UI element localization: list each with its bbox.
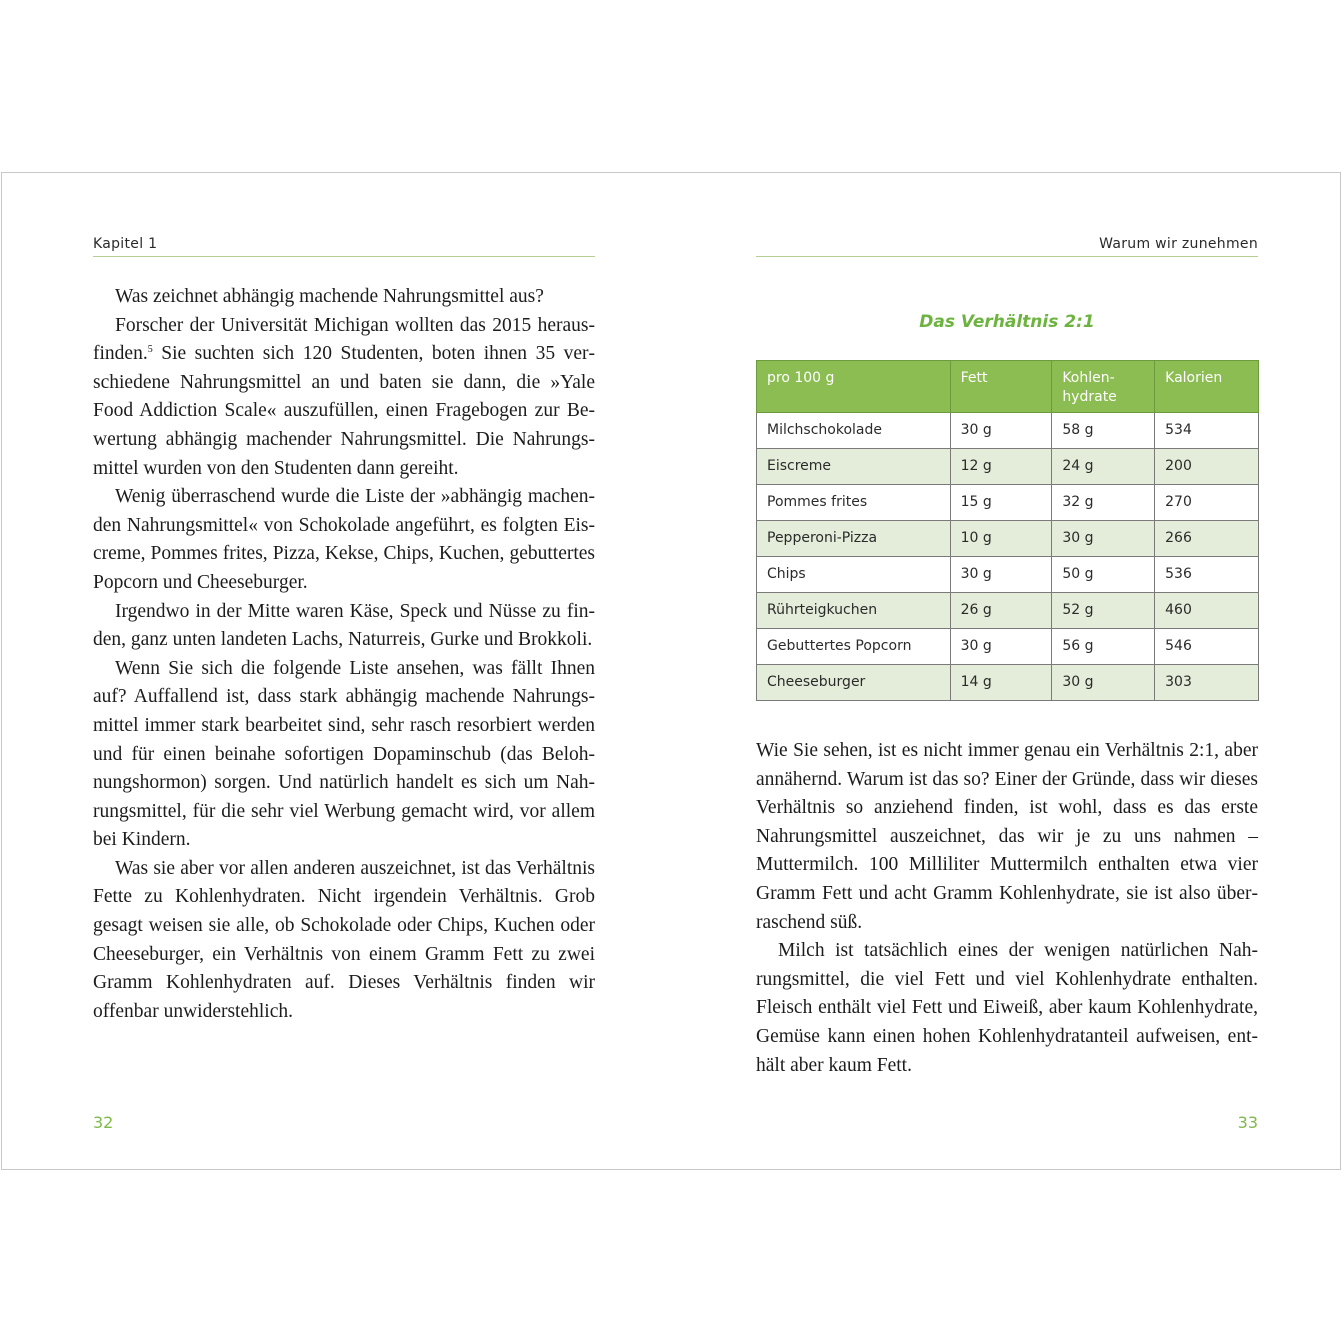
paragraph: Irgendwo in der Mitte waren Käse, Speck und Nüsse zu finden, ganz unten landeten Lachs, Naturreis, Gurke und Brokkoli. [93, 600, 595, 651]
food-cell: Pepperoni-Pizza [757, 521, 951, 557]
paragraph: Wie Sie sehen, ist es nicht immer genau ein Verhältnis 2:1, aber annähernd. Warum ist das so? Einer der Gründe, dass wir dieses Verhältnis so anziehend finden, ist wohl, dass es das erste Nahrungsmittel auszeichnet, das wir je zu uns nahmen – Muttermilch. 100 Milliliter Muttermilch enthalten etwa vier Gramm Fett und acht Gramm Kohlenhydrate, sie ist also überraschend süß. [756, 740, 1258, 933]
table-title: Das Verhältnis 2:1 [919, 312, 1095, 332]
calories-cell: 546 [1155, 629, 1259, 665]
paragraph: Was zeichnet abhängig machende Nahrungsmittel aus? [115, 286, 544, 307]
calories-cell: 460 [1155, 593, 1259, 629]
carbs-cell: 24 g [1052, 449, 1155, 485]
running-head-right: Warum wir zunehmen [756, 234, 1258, 257]
calories-cell: 534 [1155, 413, 1259, 449]
carbs-cell: 30 g [1052, 665, 1155, 701]
food-cell: Gebuttertes Popcorn [757, 629, 951, 665]
column-header-food [757, 361, 951, 413]
food-cell: Pommes frites [757, 485, 951, 521]
column-header-carbs [1052, 361, 1155, 413]
left-body-text [93, 283, 595, 1026]
food-cell: Eiscreme [757, 449, 951, 485]
paragraph-text: Sie suchten sich 120 Studenten, boten ihnen 35 verschiedene Nahrungsmittel an und baten sie dann, die »Yale Food Addiction Scale« auszufüllen, einen Fragebogen zur Bewertung abhängig machender Nahrungsmittel. Die Nahrungsmittel wurden von den Studenten dann gereiht. [93, 343, 595, 479]
fat-cell: 15 g [950, 485, 1052, 521]
calories-cell: 303 [1155, 665, 1259, 701]
carbs-cell: 56 g [1052, 629, 1155, 665]
header-label: pro 100 g [767, 370, 835, 386]
header-label: Kohlen- [1062, 370, 1115, 386]
food-cell: Milchschokolade [757, 413, 951, 449]
table-row [757, 665, 1259, 701]
header-label: Fett [960, 370, 988, 386]
fat-cell: 30 g [950, 413, 1052, 449]
carbs-cell: 58 g [1052, 413, 1155, 449]
table-row [757, 449, 1259, 485]
fat-cell: 12 g [950, 449, 1052, 485]
footnote-marker[interactable]: 5 [147, 344, 153, 356]
table-row [757, 521, 1259, 557]
carbs-cell: 50 g [1052, 557, 1155, 593]
paragraph: Wenig überraschend wurde die Liste der »abhängig machenden Nahrungsmittel« von Schokolade angeführt, es folgten Eiscreme, Pommes frites, Pizza, Kekse, Chips, Kuchen, gebuttertes Popcorn und Cheeseburger. [93, 486, 595, 593]
fat-cell: 26 g [950, 593, 1052, 629]
calories-cell: 266 [1155, 521, 1259, 557]
column-header-fat [950, 361, 1052, 413]
paragraph-text: Forscher der Universität Michigan wollten das 2015 herausfinden. [93, 314, 595, 365]
paragraph: Milch ist tatsächlich eines der wenigen natürlichen Nahrungsmittel, die viel Fett und viel Kohlenhydrate enthalten. Fleisch enthält viel Fett und Eiweiß, aber kaum Kohlenhydrate, Gemüse kann einen hohen Kohlenhydratanteil aufweisen, enthält aber kaum Fett. [756, 940, 1258, 1076]
table-row [757, 593, 1259, 629]
carbs-cell: 32 g [1052, 485, 1155, 521]
table-header-row [757, 361, 1259, 413]
fat-cell: 14 g [950, 665, 1052, 701]
table-row [757, 557, 1259, 593]
fat-cell: 30 g [950, 629, 1052, 665]
carbs-cell: 30 g [1052, 521, 1155, 557]
calories-cell: 200 [1155, 449, 1259, 485]
nutrition-ratio-table [756, 360, 1259, 701]
table-row [757, 413, 1259, 449]
food-cell: Rührteigkuchen [757, 593, 951, 629]
food-cell: Cheeseburger [757, 665, 951, 701]
page-number-right: 33 [1237, 1113, 1258, 1132]
food-cell: Chips [757, 557, 951, 593]
right-body-text [756, 737, 1258, 1080]
paragraph: Was sie aber vor allen anderen auszeichnet, ist das Verhältnis Fette zu Kohlenhydraten. Nicht irgendein Verhältnis. Grob gesagt weisen sie alle, ob Schokolade oder Chips, Kuchen oder Cheeseburger, ein Verhältnis von einem Gramm Fett zu zwei Gramm Kohlenhydraten auf. Dieses Verhältnis finden wir offenbar unwiderstehlich. [93, 857, 595, 1022]
table-row [757, 629, 1259, 665]
running-head-left: Kapitel 1 [93, 234, 595, 257]
page-number-left: 32 [93, 1113, 114, 1132]
table-row [757, 485, 1259, 521]
carbs-cell: 52 g [1052, 593, 1155, 629]
right-page [756, 173, 1258, 1169]
column-header-calories [1155, 361, 1259, 413]
left-page [93, 173, 595, 1169]
header-label: Kalorien [1165, 370, 1223, 386]
fat-cell: 10 g [950, 521, 1052, 557]
fat-cell: 30 g [950, 557, 1052, 593]
paragraph [93, 312, 595, 484]
header-label: hydrate [1062, 389, 1117, 405]
paragraph: Wenn Sie sich die folgende Liste ansehen, was fällt Ihnen auf? Auffallend ist, dass stark abhängig machende Nahrungsmittel immer stark bearbeitet sind, sehr rasch resorbiert werden und für einen beinahe sofortigen Dopaminschub (das Belohnungshormon) sorgen. Und natürlich handelt es sich um Nahrungsmittel, für die sehr viel Werbung gemacht wird, vor allem bei Kindern. [93, 657, 595, 851]
book-spread [1, 172, 1341, 1170]
calories-cell: 270 [1155, 485, 1259, 521]
calories-cell: 536 [1155, 557, 1259, 593]
